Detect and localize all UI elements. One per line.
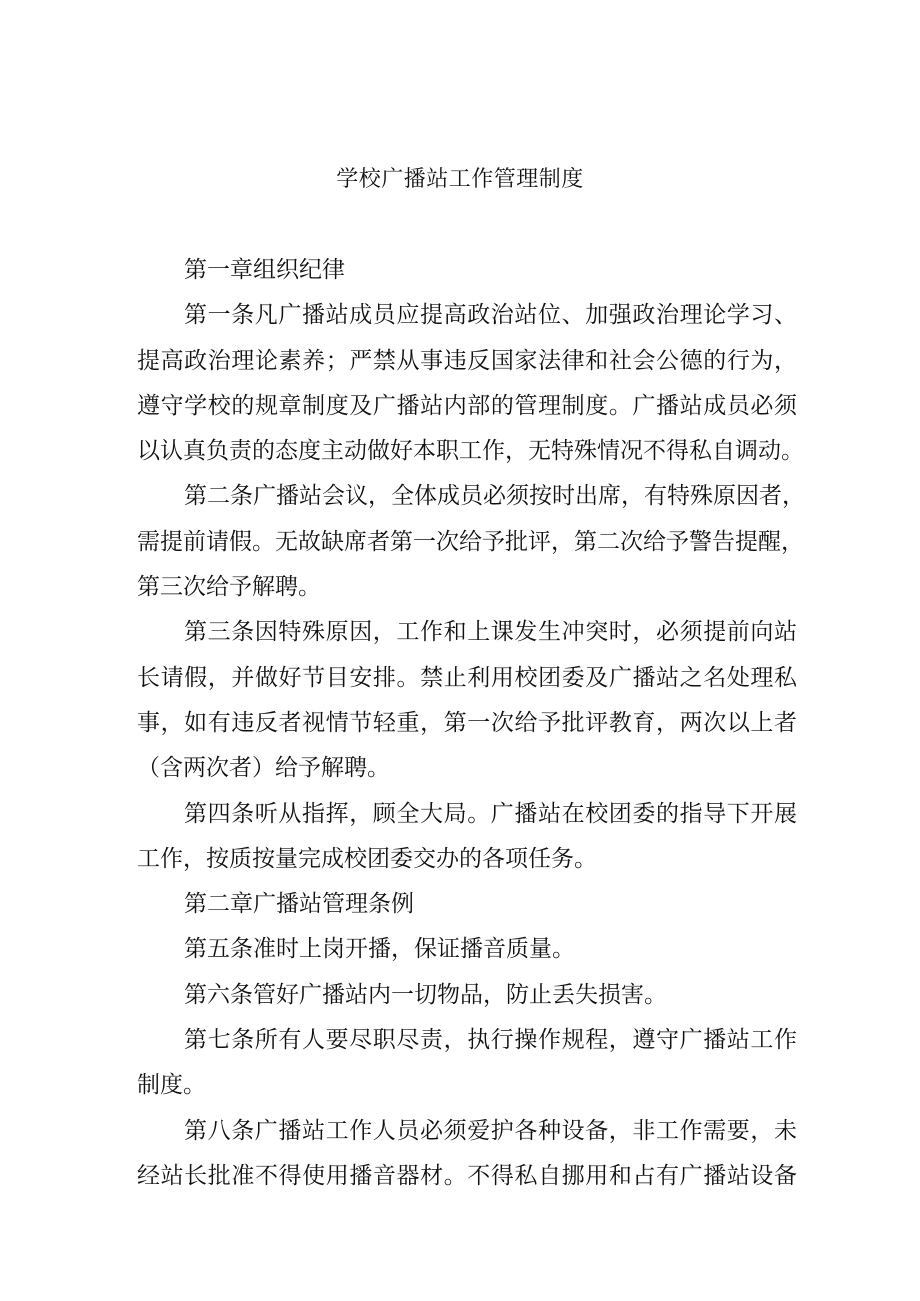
text-line: 第八条广播站工作人员必须爱护各种设备，非工作需要，未 [184,1117,797,1144]
text-line: 第三次给予解聘。 [137,574,321,601]
text-line: 第六条管好广播站内一切物品，防止丢失损害。 [184,981,667,1008]
text-line: 第四条听从指挥，顾全大局。广播站在校团委的指导下开展 [184,800,797,827]
text-line: 第七条所有人要尽职尽责，执行操作规程，遵守广播站工作 [184,1027,797,1054]
text-line: 事，如有违反者视情节轻重，第一次给予批评教育，两次以上者 [137,709,797,736]
text-line: 提高政治理论素养；严禁从事违反国家法律和社会公德的行为， [137,347,797,374]
text-line: 第一条凡广播站成员应提高政治站位、加强政治理论学习、 [184,302,797,329]
text-line: 工作，按质按量完成校团委交办的各项任务。 [137,845,597,872]
text-line: 第二章广播站管理条例 [184,891,414,918]
text-line: 第三条因特殊原因，工作和上课发生冲突时，必须提前向站 [184,619,797,646]
document-body [137,248,805,1199]
text-line: 以认真负责的态度主动做好本职工作，无特殊情况不得私自调动。 [137,438,804,465]
text-line: 遵守学校的规章制度及广播站内部的管理制度。广播站成员必须 [137,392,797,419]
text-line: 制度。 [137,1072,206,1099]
text-line: （含两次者）给予解聘。 [137,755,390,782]
text-line: 经站长批准不得使用播音器材。不得私自挪用和占有广播站设备 [137,1162,797,1189]
document-title: 学校广播站工作管理制度 [336,167,584,192]
text-line: 第五条准时上岗开播，保证播音质量。 [184,936,575,963]
text-line: 需提前请假。无故缺席者第一次给予批评，第二次给予警告提醒， [137,528,804,555]
text-line: 第二条广播站会议，全体成员必须按时出席，有特殊原因者， [184,483,805,510]
text-line: 长请假，并做好节目安排。禁止利用校团委及广播站之名处理私 [137,664,797,691]
text-line: 第一章组织纪律 [184,257,345,283]
